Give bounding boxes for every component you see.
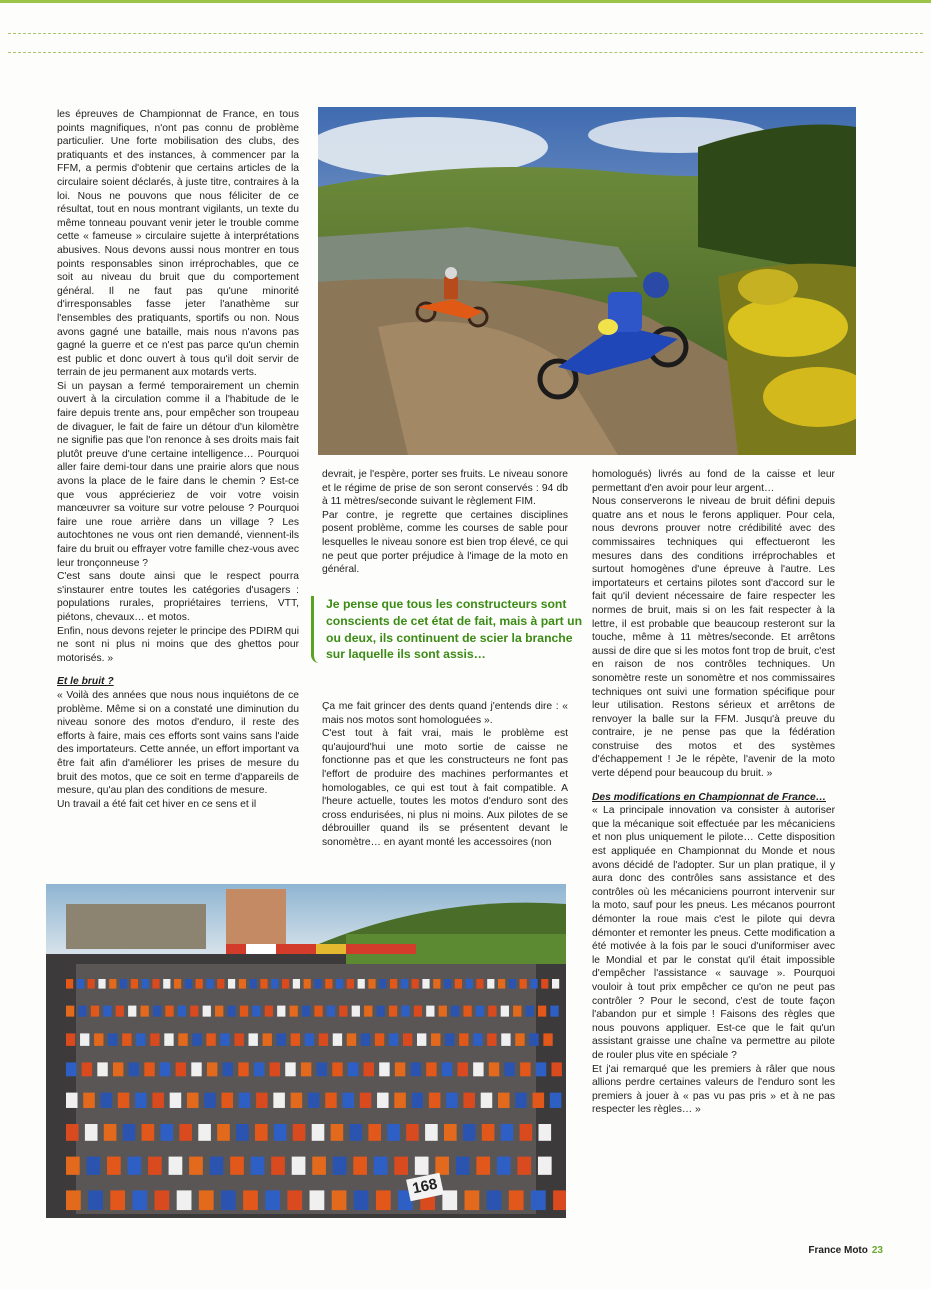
parked-bike xyxy=(389,1033,398,1045)
parked-bike xyxy=(108,1033,117,1045)
parked-bike xyxy=(364,1062,374,1076)
parked-bike xyxy=(387,1124,400,1141)
parked-bike xyxy=(364,1006,372,1017)
parked-bike xyxy=(199,1190,214,1210)
parked-bike xyxy=(217,1124,230,1141)
column-2-top xyxy=(322,468,568,577)
parked-bike xyxy=(135,1093,147,1108)
paragraph: « Voilà des années que nous nous inquiétons de ce problème. Même si on a constaté une diminution du niveau sonore des motos d'enduro, il reste des efforts à faire, mais ces efforts sont vains sans l'aide des importateurs. Cette année, un effort important va être fait afin d'améliorer les prises de mesure du bruit des motos, que ce soit en terme d'appareils de mesure, qu'au plan des conditions de mesure. xyxy=(57,689,299,797)
parked-bike xyxy=(80,1033,89,1045)
parked-bike xyxy=(285,1062,295,1076)
parked-bike xyxy=(488,1006,496,1017)
parked-bike xyxy=(196,979,203,989)
parked-bike xyxy=(271,979,278,989)
paragraph: Par contre, je regrette que certaines disciplines posent problème, comme les courses de sable pour lesquelles le niveau sonore est bien trop élevé, ce qui ne peut que porter préjudice à l'image de la moto en général. xyxy=(322,509,568,576)
parked-bike xyxy=(277,1006,285,1017)
parked-bike xyxy=(431,1033,440,1045)
parked-bike xyxy=(187,1093,199,1108)
parked-bike xyxy=(222,1093,234,1108)
parked-bike xyxy=(277,1033,286,1045)
parked-bike xyxy=(66,1190,81,1210)
parked-bike xyxy=(463,1006,471,1017)
parked-bike xyxy=(282,979,289,989)
parked-bike xyxy=(169,1157,183,1175)
parked-bike xyxy=(308,1093,320,1108)
parked-bike xyxy=(189,1157,203,1175)
parked-bike xyxy=(170,1093,182,1108)
parked-bike xyxy=(293,1124,306,1141)
parked-bike xyxy=(375,1033,384,1045)
parked-bike xyxy=(339,1006,347,1017)
parked-bike xyxy=(304,979,311,989)
parked-bike xyxy=(198,1124,211,1141)
paragraph: les épreuves de Championnat de France, en tous points magnifiques, n'ont pas connu de problème particulier. Une forte mobilisation des clubs, des pratiquants et des instances, à commencer par la FFM, a permis d'obtenir que certains articles de la circulaire soient déclarés, à juste titre, contraires à la loi. Nous ne pouvons que nous féliciter de ce résultat, tout en nous montrant vigilants, un texte du même tonneau pouvant venir jeter le trouble comme cette « fameuse » circulaire sujette à interprétations abusives. Nous devons aussi nous montrer en tous points responsables sinon irréprochables, que ce soit au niveau du bruit que du comportement général. Il ne faut pas qu'une minorité d'irresponsables fasse jeter l'anathème sur l'ensembles des pratiquants, sportifs ou non. Nous avons gagné une bataille, mais nous n'avons pas gagné la guerre et ce n'est pas parce qu'un chemin est public et donc ouvert à tous qu'il doit servir de terrain de jeu permanent aux motards verts. xyxy=(57,109,299,379)
parked-bike xyxy=(456,1157,470,1175)
parked-bike xyxy=(256,1093,268,1108)
parked-bike xyxy=(191,1062,201,1076)
parked-bike xyxy=(501,1124,514,1141)
parked-bike xyxy=(85,1124,98,1141)
parked-bike xyxy=(476,1157,490,1175)
section-heading: Et le bruit ? xyxy=(57,676,114,688)
parked-bike xyxy=(176,1062,186,1076)
parked-bike xyxy=(501,1033,510,1045)
paragraph: C'est tout à fait vrai, mais le problème est qu'aujourd'hui une moto sortie de caisse ne fonctionne pas et que les constructeurs ne font pas l'effort de produire des machines performantes et homologables, ce qui est tout à fait compatible. A l'heure actuelle, toutes les motos d'enduro sont des cross endurisées, ni plus ni moins. Aux pilotes de se débrouiller quand ils se présentent devant le sonomètre… en ayant monté les accessoires (non xyxy=(322,728,568,848)
parked-bike xyxy=(178,1033,187,1045)
parked-bike xyxy=(538,1006,546,1017)
parked-bike xyxy=(223,1062,233,1076)
parked-bike xyxy=(327,1006,335,1017)
parked-bike xyxy=(394,1157,408,1175)
page-footer xyxy=(808,1245,883,1256)
parked-bike xyxy=(417,1033,426,1045)
parked-bike xyxy=(415,1157,429,1175)
parked-bike xyxy=(310,1190,325,1210)
parked-bike xyxy=(336,979,343,989)
parked-bike xyxy=(239,979,246,989)
parked-bike xyxy=(541,979,548,989)
parked-bike xyxy=(109,979,116,989)
parked-bike xyxy=(287,1190,302,1210)
parked-bike xyxy=(292,1157,306,1175)
parked-bike xyxy=(160,1062,170,1076)
parked-bike xyxy=(414,1006,422,1017)
parked-bike xyxy=(132,1190,147,1210)
parked-bike xyxy=(239,1093,251,1108)
parked-bike xyxy=(390,979,397,989)
parked-bike xyxy=(142,979,149,989)
parked-bike xyxy=(91,1006,99,1017)
plate-number: 168 xyxy=(406,1173,444,1202)
parked-bike xyxy=(442,1062,452,1076)
parked-bike xyxy=(174,979,181,989)
parked-bike xyxy=(240,1006,248,1017)
parked-bike xyxy=(515,1093,527,1108)
parked-bike xyxy=(271,1157,285,1175)
parked-bike xyxy=(251,1157,265,1175)
parked-bike xyxy=(374,1157,388,1175)
parked-bike xyxy=(190,1006,198,1017)
parked-bike xyxy=(439,1006,447,1017)
parked-bike xyxy=(234,1033,243,1045)
parked-bike xyxy=(291,1033,300,1045)
parked-bike xyxy=(531,1190,546,1210)
parked-bike xyxy=(206,1033,215,1045)
parked-bike xyxy=(165,1006,173,1017)
parked-bike xyxy=(118,1093,130,1108)
parked-bike xyxy=(103,1006,111,1017)
parked-bike xyxy=(368,979,375,989)
parked-bike xyxy=(325,1093,337,1108)
parked-bike xyxy=(332,1190,347,1210)
parked-bike xyxy=(78,1006,86,1017)
parked-bike xyxy=(101,1093,113,1108)
magazine-name: France Moto xyxy=(808,1245,868,1256)
parked-bike xyxy=(332,1062,342,1076)
parked-bike xyxy=(551,1062,561,1076)
parked-bike xyxy=(136,1033,145,1045)
paragraph: homologués) livrés au fond de la caisse et leur permettant d'en avoir pour leur argent… xyxy=(592,469,835,494)
paragraph: Ça me fait grincer des dents quand j'entends dire : « mais nos motos sont homologuées ». xyxy=(322,701,568,726)
parked-bike xyxy=(451,1006,459,1017)
parked-bike xyxy=(148,1157,162,1175)
parked-bike xyxy=(517,1157,531,1175)
parked-bike xyxy=(401,979,408,989)
parked-bike xyxy=(361,1033,370,1045)
parked-bike xyxy=(122,1033,131,1045)
parked-bike xyxy=(481,1093,493,1108)
parked-bike xyxy=(83,1093,95,1108)
parked-bike xyxy=(520,979,527,989)
parked-bike xyxy=(290,1006,298,1017)
parked-bike xyxy=(476,1006,484,1017)
parked-bike xyxy=(230,1157,244,1175)
parked-bike xyxy=(333,1157,347,1175)
parked-bike xyxy=(123,1124,136,1141)
parked-bike xyxy=(104,1124,117,1141)
parked-bike xyxy=(411,1062,421,1076)
column-1 xyxy=(57,108,299,811)
photo-parc-ferme xyxy=(46,884,566,1218)
parked-bike xyxy=(142,1124,155,1141)
parked-bike xyxy=(238,1062,248,1076)
parked-bike xyxy=(530,979,537,989)
parked-bike xyxy=(155,1190,170,1210)
parked-bike xyxy=(163,979,170,989)
dashed-rule xyxy=(8,52,923,53)
parked-bike xyxy=(379,979,386,989)
parked-bike xyxy=(376,1190,391,1210)
parked-bike xyxy=(260,979,267,989)
parked-bike xyxy=(520,1062,530,1076)
parked-bike xyxy=(185,979,192,989)
parked-bike xyxy=(129,1062,139,1076)
parked-bike xyxy=(77,979,84,989)
parked-bike xyxy=(377,1006,385,1017)
parked-bike xyxy=(220,1033,229,1045)
parked-bike xyxy=(463,1093,475,1108)
parked-bike xyxy=(152,1093,164,1108)
parked-bike xyxy=(342,1093,354,1108)
parked-bike xyxy=(255,1124,268,1141)
parked-bike xyxy=(350,1124,363,1141)
parked-bike xyxy=(87,1157,101,1175)
parked-bike xyxy=(498,979,505,989)
parked-bike xyxy=(465,1190,480,1210)
paragraph: « La principale innovation va consister à autoriser que la mécanique soit effectuée par les mécaniciens et non plus uniquement le pilote… Cette disposition est appliquée en Championnat du Monde et nous avons décidé de l'adopter. Sur un plan pratique, il y aura donc des contrôles sans assistance et des contrôles où les mécaniciens pourront intervenir sur la moto, sauf pour les pneus. Les mécanos pourront démonter la roue mais c'est le pilote qui devra démonter et remonter les pneus. Cette modification a été motivée à la fois par le souci d'uniformiser avec le Mondial et par le constat qu'il était impossible d'empêcher l'assistance « sauvage ». Pourquoi vouloir à tout prix empêcher ce qu'on ne peut pas contrôler ? Pour le second, c'est de toute façon l'abandon pur et simple ! Faisons des règles que nous pouvons appliquer. Est-ce que le fait qu'un assistant graisse une chaîne va permettre au pilote de rouler plus vite en spéciale ? xyxy=(592,805,835,1061)
parked-bike xyxy=(317,1062,327,1076)
parked-bike xyxy=(389,1006,397,1017)
parked-bike xyxy=(221,1190,236,1210)
parked-bike xyxy=(88,1190,103,1210)
parked-bike xyxy=(412,979,419,989)
parked-bike xyxy=(128,1006,136,1017)
parked-bike xyxy=(550,1093,562,1108)
parked-bike xyxy=(178,1006,186,1017)
parked-bike xyxy=(273,1093,285,1108)
section-heading: Des modifications en Championnat de France… xyxy=(592,791,827,803)
paragraph: C'est sans doute ainsi que le respect pourra s'instaurer entre toutes les catégories d'usagers : populations rurales, propriétaires terriens, VTT, piétons, chevaux… et motos. xyxy=(57,571,299,623)
paragraph: devrait, je l'espère, porter ses fruits. Le niveau sonore et le régime de prise de son seront conservés : 94 db à 11 mètres/seconde suivant le règlement FIM. xyxy=(322,469,568,508)
parked-bike xyxy=(161,1124,174,1141)
parked-bike xyxy=(302,1006,310,1017)
parked-bike xyxy=(270,1062,280,1076)
parked-bike xyxy=(406,1124,419,1141)
parked-bike xyxy=(354,1190,369,1210)
parked-bike xyxy=(520,1124,533,1141)
paragraph: Nous conserverons le niveau de bruit défini depuis quatre ans et nous le ferons appliquer. Pour cela, nous devrons prouver notre crédibilité avec des commissaires techniques qui effectueront les mesures dans des conditions irréprochables et surtout homogènes d'une épreuve à l'autre. Les importateurs et certains pilotes sont d'accord sur le fait qu'il devient nécessaire de faire respecter les normes de bruit, mais si on les fait respecter à la lettre, il est probable que beaucoup resteront sur la touche, même à 11 mètres/seconde. Et arrêtons aussi de dire que si les motos font trop de bruit, c'est en raison de nos contrôles techniques. Un sonomètre reste un sonomètre et nos commissaires techniques ont suivi une formation spécifique pour leur utilisation. Restons sérieux et arrêtons de renvoyer la balle sur la FFM. Jusqu'à preuve du contraire, je ne pense pas que la fédération construise des motos et des systèmes d'échappement ! Je le répète, l'avenir de la moto verte dépend pour beaucoup du bruit. » xyxy=(592,496,835,780)
parked-bike xyxy=(82,1062,92,1076)
parked-bike xyxy=(177,1190,192,1210)
parked-bike xyxy=(116,1006,124,1017)
column-2-bottom xyxy=(322,700,568,850)
parked-bike xyxy=(498,1093,510,1108)
parked-bike xyxy=(265,1006,273,1017)
parked-bike xyxy=(368,1124,381,1141)
parked-bike xyxy=(325,979,332,989)
parked-bike xyxy=(153,1006,161,1017)
parked-bike xyxy=(358,979,365,989)
parked-bike xyxy=(379,1062,389,1076)
parked-bike xyxy=(301,1062,311,1076)
parked-bike xyxy=(482,1124,495,1141)
parked-bike xyxy=(536,1062,546,1076)
parked-bike xyxy=(487,979,494,989)
page-number: 23 xyxy=(871,1245,883,1256)
parked-bike xyxy=(203,1006,211,1017)
parked-bike xyxy=(312,1124,325,1141)
parked-bike xyxy=(476,979,483,989)
parked-bike xyxy=(110,1190,125,1210)
parked-bike xyxy=(446,1093,458,1108)
parked-bike xyxy=(97,1062,107,1076)
parked-bike xyxy=(207,1062,217,1076)
parked-bike xyxy=(254,1062,264,1076)
parked-bike xyxy=(550,1006,558,1017)
parked-bike xyxy=(319,1033,328,1045)
parked-bike xyxy=(210,1157,224,1175)
parked-bike xyxy=(466,979,473,989)
parked-bike xyxy=(352,1006,360,1017)
parked-bike xyxy=(347,1033,356,1045)
paragraph: Et j'ai remarqué que les premiers à râler que nous allions perdre certaines valeurs de l'enduro sont les premiers à jouer à « pas vu pas pris » et à ne pas respecter les règles… » xyxy=(592,1063,835,1116)
parked-bike xyxy=(131,979,138,989)
parked-bike xyxy=(487,1033,496,1045)
parked-bike xyxy=(333,1033,342,1045)
parked-bike xyxy=(192,1033,201,1045)
parked-bike xyxy=(128,1157,142,1175)
parked-bike xyxy=(489,1062,499,1076)
photo-enduro-rider xyxy=(318,107,856,455)
parked-bike xyxy=(250,979,257,989)
parked-bike xyxy=(66,979,73,989)
parked-bike xyxy=(426,1062,436,1076)
parked-bike xyxy=(360,1093,372,1108)
parked-bike xyxy=(444,979,451,989)
parked-bike xyxy=(504,1062,514,1076)
parked-bike xyxy=(228,979,235,989)
parked-bike xyxy=(463,1124,476,1141)
parked-bike xyxy=(422,979,429,989)
parked-bike xyxy=(305,1033,314,1045)
parked-bike xyxy=(395,1062,405,1076)
parked-bike xyxy=(501,1006,509,1017)
parked-bike xyxy=(265,1190,280,1210)
parked-bike xyxy=(459,1033,468,1045)
pull-quote: Je pense que tous les constructeurs sont conscients de cet état de fait, mais à part un ou deux, ils continuent de scier la branche sur laquelle ils sont assis… xyxy=(311,596,589,663)
parked-bike xyxy=(152,979,159,989)
parked-bike xyxy=(444,1124,457,1141)
parked-bike xyxy=(164,1033,173,1045)
parked-bike xyxy=(107,1157,121,1175)
parked-bike xyxy=(206,979,213,989)
parked-bike xyxy=(394,1093,406,1108)
parked-bike xyxy=(445,1033,454,1045)
parked-bike xyxy=(509,979,516,989)
parked-bike xyxy=(314,979,321,989)
parked-bike xyxy=(249,1033,258,1045)
parked-bike xyxy=(252,1006,260,1017)
parked-bike xyxy=(552,979,559,989)
parked-bike xyxy=(509,1190,524,1210)
parked-bike xyxy=(88,979,95,989)
parked-bike xyxy=(66,1033,75,1045)
parked-bike xyxy=(94,1033,103,1045)
parked-bike xyxy=(243,1190,258,1210)
parked-bike xyxy=(473,1062,483,1076)
parked-bike xyxy=(314,1006,322,1017)
parked-bike xyxy=(487,1190,502,1210)
parked-bike xyxy=(120,979,127,989)
parked-bike xyxy=(215,1006,223,1017)
parked-bike xyxy=(543,1033,552,1045)
parked-bike xyxy=(497,1157,511,1175)
parked-bike xyxy=(274,1124,287,1141)
parked-bike xyxy=(331,1124,344,1141)
parked-bike xyxy=(455,979,462,989)
parked-bike xyxy=(150,1033,159,1045)
paragraph: Un travail a été fait cet hiver en ce sens et il xyxy=(57,798,257,810)
parked-bike xyxy=(433,979,440,989)
parked-bike xyxy=(66,1157,80,1175)
parked-bike xyxy=(513,1006,521,1017)
parked-bike xyxy=(403,1033,412,1045)
parked-bike xyxy=(141,1006,149,1017)
parked-bike xyxy=(217,979,224,989)
parked-bike xyxy=(458,1062,468,1076)
parked-bike xyxy=(179,1124,192,1141)
parked-bike xyxy=(515,1033,524,1045)
parked-bike xyxy=(66,1093,78,1108)
parked-bike xyxy=(425,1124,438,1141)
parked-bike xyxy=(204,1093,216,1108)
parked-bike xyxy=(429,1093,441,1108)
parked-bike xyxy=(291,1093,303,1108)
top-rule xyxy=(0,0,931,3)
parked-bike xyxy=(377,1093,389,1108)
parked-bike xyxy=(236,1124,249,1141)
parked-bike xyxy=(442,1190,457,1210)
parked-bike xyxy=(426,1006,434,1017)
parked-bike xyxy=(312,1157,326,1175)
parked-bike xyxy=(263,1033,272,1045)
parked-bike xyxy=(473,1033,482,1045)
dashed-rule xyxy=(8,33,923,34)
paragraph: Si un paysan a fermé temporairement un chemin ouvert à la circulation comme il a l'habitude de le faire depuis trente ans, pour empêcher son troupeau de divaguer, le fait de faire un détour d'un kilomètre ne signifie pas que l'on renonce à ses droits mais fait plutôt preuve d'une certaine intelligence… Pourquoi aller faire demi-tour dans une prairie alors que nous avons la place de le faire dans le chemin ? Est-ce que vous apprécieriez de voir votre voisin manœuvrer sa voiture sur votre pelouse ? Pourquoi faire une roue arrière dans un village ? Les autochtones ne vous ont rien demandé, viennent-ils faire du bruit ou effrayer votre famille chez-vous avec leur tronçonneuse ? xyxy=(57,380,299,569)
parked-bike xyxy=(293,979,300,989)
parked-bike xyxy=(66,1006,74,1017)
parked-bike xyxy=(66,1124,79,1141)
paragraph: Enfin, nous devons rejeter le principe des PDIRM qui ne sont ni plus ni moins que des ghettos pour motorisés. » xyxy=(57,625,299,664)
parked-bike xyxy=(553,1190,566,1210)
column-3 xyxy=(592,468,835,1117)
parked-bike xyxy=(526,1006,534,1017)
parked-bike xyxy=(353,1157,367,1175)
parked-bike xyxy=(98,979,105,989)
parked-bike xyxy=(144,1062,154,1076)
parked-bike xyxy=(66,1062,76,1076)
parked-bike xyxy=(533,1093,545,1108)
parked-bike xyxy=(412,1093,424,1108)
parked-bike xyxy=(529,1033,538,1045)
parked-bike xyxy=(401,1006,409,1017)
parked-bike xyxy=(348,1062,358,1076)
parked-bike xyxy=(538,1157,552,1175)
parked-bike xyxy=(539,1124,552,1141)
parked-bike xyxy=(227,1006,235,1017)
parked-bike xyxy=(113,1062,123,1076)
parked-bike xyxy=(347,979,354,989)
